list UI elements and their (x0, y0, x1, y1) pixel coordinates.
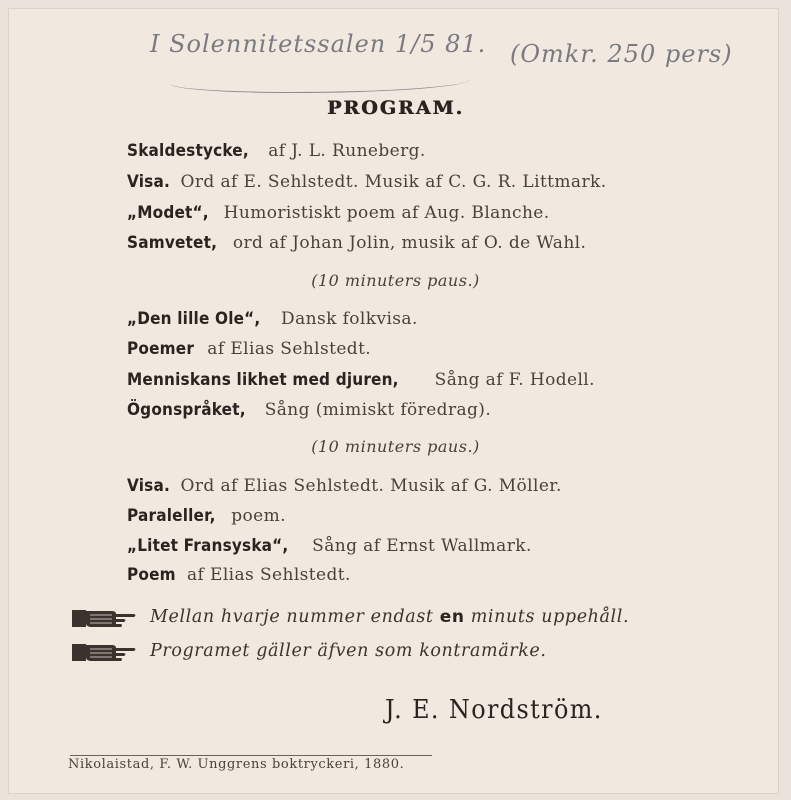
note-row (72, 602, 629, 632)
pointing-hand-icon (72, 605, 138, 631)
printer-imprint: Nikolaistad, F. W. Unggrens boktryckeri, 1880. (68, 757, 405, 772)
pause-note: (10 minuters paus.) (311, 271, 480, 290)
handwritten-annotation (150, 30, 770, 100)
item-detail: af Elias Sehlstedt. (181, 565, 351, 585)
note-emphasis: en (439, 607, 465, 627)
item-title: Visa. (127, 172, 170, 192)
item-title: „Den lille Ole“, (127, 309, 261, 329)
item-title: Menniskans likhet med djuren, (127, 370, 399, 390)
item-detail: Dansk folkvisa. (275, 309, 418, 329)
signature: J. E. Nordström. (385, 695, 603, 725)
item-detail: Sång af Ernst Wallmark. (306, 536, 532, 556)
handwritten-attendance: (Omkr. 250 pers) (510, 40, 733, 68)
item-detail: Ord af Elias Sehlstedt. Musik af G. Möller. (174, 476, 562, 496)
item-detail: ord af Johan Jolin, musik af O. de Wahl. (227, 233, 587, 253)
item-detail: af J. L. Runeberg. (262, 141, 426, 161)
note-text: Programet gäller äfven som kontramärke. (150, 641, 547, 661)
item-detail: af Elias Sehlstedt. (201, 339, 372, 359)
item-detail: Sång af F. Hodell. (428, 370, 595, 390)
item-detail: Humoristiskt poem af Aug. Blanche. (217, 203, 550, 223)
handwritten-underline (170, 70, 470, 93)
item-detail: poem. (225, 506, 286, 526)
handwritten-venue-date: I Solennitetssalen 1/5 81. (150, 30, 487, 58)
item-title: Poemer (127, 339, 195, 359)
item-title: Visa. (127, 476, 170, 496)
item-detail: Sång (mimiskt föredrag). (258, 400, 492, 420)
note-row (72, 636, 547, 666)
item-title: „Modet“, (127, 203, 209, 223)
pause-note: (10 minuters paus.) (311, 437, 480, 456)
item-title: Paraleller, (127, 506, 216, 526)
pointing-hand-icon (72, 639, 138, 665)
note-text: Mellan hvarje nummer endast (150, 607, 440, 627)
footer-divider (70, 755, 432, 756)
note-text-end: minuts uppehåll. (464, 607, 630, 627)
item-detail: Ord af E. Sehlstedt. Musik af C. G. R. Littmark. (174, 172, 607, 192)
program-title: PROGRAM. (326, 97, 465, 119)
item-title: „Litet Fransyska“, (127, 536, 289, 556)
item-title: Poem (127, 565, 176, 585)
item-title: Ögonspråket, (127, 400, 246, 420)
item-title: Samvetet, (127, 233, 218, 253)
item-title: Skaldestycke, (127, 141, 249, 161)
